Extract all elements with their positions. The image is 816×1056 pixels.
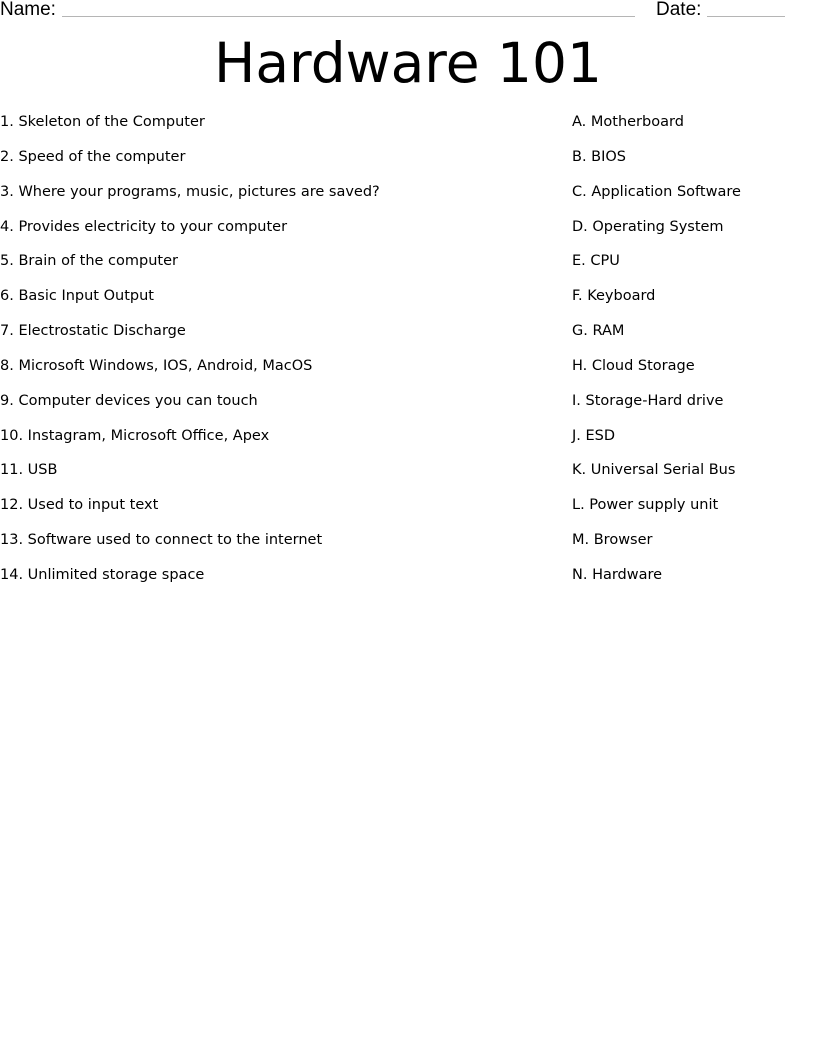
clue-item: 3. Where your programs, music, pictures are saved? bbox=[0, 183, 380, 200]
answer-item: A. Motherboard bbox=[572, 114, 684, 130]
answer-item: M. Browser bbox=[572, 532, 653, 549]
clue-item: 1. Skeleton of the Computer bbox=[0, 114, 205, 130]
clue-item: 10. Instagram, Microsoft Office, Apex bbox=[0, 427, 270, 444]
name-blank-line bbox=[62, 16, 635, 17]
clue-item: 9. Computer devices you can touch bbox=[0, 392, 258, 409]
answer-item: D. Operating System bbox=[572, 218, 724, 235]
date-blank-line bbox=[707, 16, 785, 17]
page-title: Hardware 101 bbox=[213, 31, 602, 95]
answer-item: C. Application Software bbox=[572, 183, 741, 200]
answer-item: H. Cloud Storage bbox=[572, 357, 695, 374]
answer-item: L. Power supply unit bbox=[572, 497, 719, 514]
clue-item: 6. Basic Input Output bbox=[0, 288, 154, 305]
answer-item: F. Keyboard bbox=[572, 288, 656, 305]
clue-item: 8. Microsoft Windows, IOS, Android, MacOS bbox=[0, 357, 313, 374]
date-label: Date: bbox=[656, 0, 702, 20]
clue-item: 5. Brain of the computer bbox=[0, 253, 178, 270]
clue-item: 13. Software used to connect to the internet bbox=[0, 532, 323, 549]
answer-item: G. RAM bbox=[572, 323, 625, 340]
answer-item: N. Hardware bbox=[572, 566, 663, 583]
clue-item: 4. Provides electricity to your computer bbox=[0, 218, 288, 235]
clue-list bbox=[0, 111, 560, 599]
clue-item: 14. Unlimited storage space bbox=[0, 566, 205, 583]
clue-item: 11. USB bbox=[0, 462, 58, 479]
answer-item: K. Universal Serial Bus bbox=[572, 462, 736, 479]
answer-item: I. Storage-Hard drive bbox=[572, 392, 724, 409]
name-label: Name: bbox=[0, 0, 56, 20]
answer-item: B. BIOS bbox=[572, 148, 627, 165]
clue-item: 7. Electrostatic Discharge bbox=[0, 323, 186, 340]
answer-item: E. CPU bbox=[572, 253, 620, 270]
answer-item: J. ESD bbox=[572, 427, 616, 444]
clue-item: 2. Speed of the computer bbox=[0, 148, 186, 165]
worksheet-header bbox=[0, 0, 816, 24]
clue-item: 12. Used to input text bbox=[0, 497, 159, 514]
answer-list bbox=[572, 111, 812, 599]
